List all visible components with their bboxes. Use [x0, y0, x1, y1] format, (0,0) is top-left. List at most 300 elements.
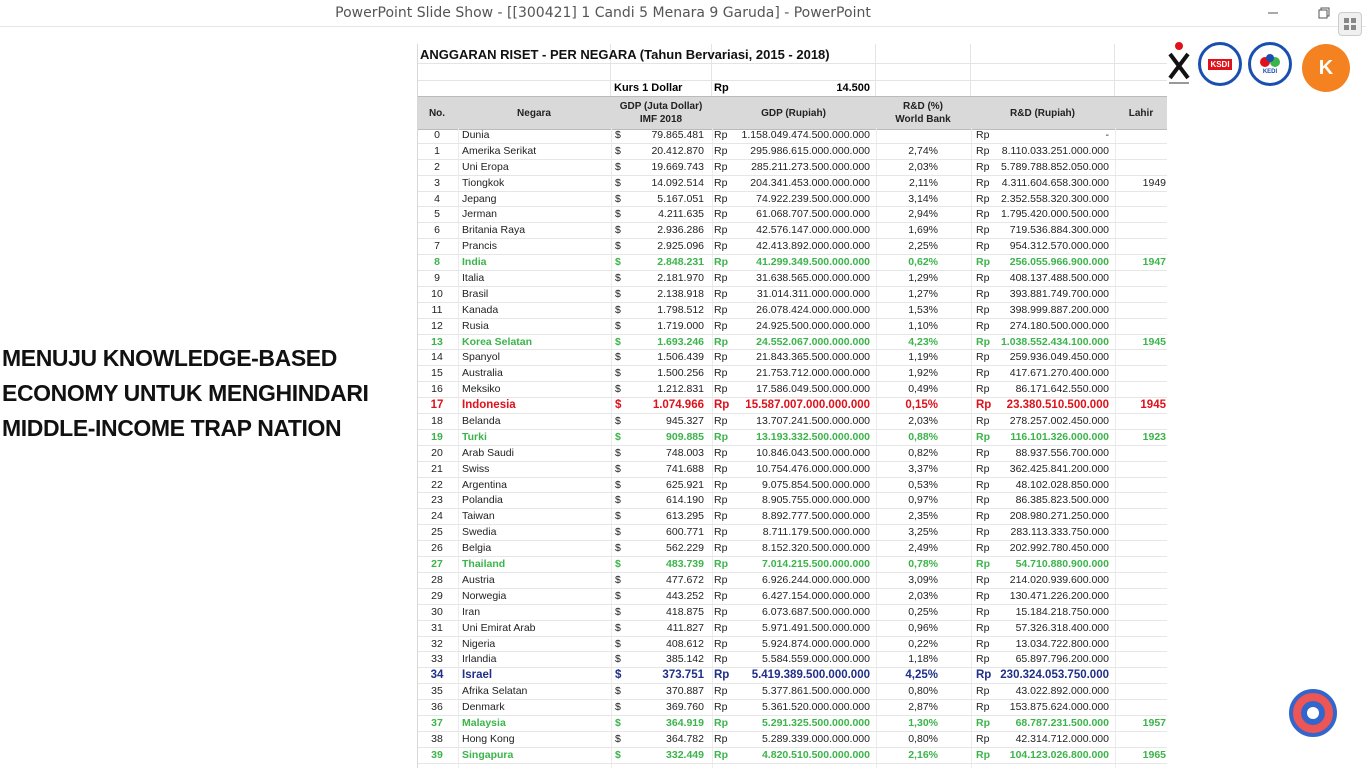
table-row	[418, 160, 1167, 176]
row-usd-symbol: $	[615, 494, 621, 507]
row-rd-rp: 1.795.420.000.500.000	[1000, 208, 1109, 221]
row-gdp-rp: 24.552.067.000.000.000	[756, 335, 870, 348]
exchange-rate-value: 14.500	[836, 82, 870, 94]
row-country: Australia	[462, 367, 503, 380]
row-rd-rp-symbol: Rp	[976, 589, 990, 602]
row-rd-rp: 719.536.884.300.000	[1009, 224, 1109, 237]
row-usd-symbol: $	[615, 240, 621, 253]
table-row	[418, 462, 1167, 478]
row-no: 0	[434, 129, 440, 141]
row-no: 27	[431, 558, 443, 571]
ksdi-logo-text: KSDI	[1210, 59, 1230, 69]
row-country: Brasil	[462, 287, 489, 300]
row-rd-rp: 104.123.026.800.000	[1009, 748, 1109, 761]
row-no: 28	[431, 573, 443, 586]
row-country: Arab Saudi	[462, 446, 514, 459]
row-rd-rp-symbol: Rp	[976, 732, 990, 745]
row-gdp-rp: 42.413.892.000.000.000	[756, 240, 870, 253]
row-no: 35	[431, 685, 443, 698]
row-gdp-usd: 364.919	[666, 716, 704, 729]
row-rd-rp-symbol: Rp	[976, 621, 990, 634]
row-no: 3	[434, 176, 440, 189]
row-usd-symbol: $	[615, 176, 621, 189]
row-rd-pct: 3,25%	[908, 526, 938, 539]
row-rd-rp: 43.022.892.000.000	[1015, 685, 1109, 698]
row-rd-rp-symbol: Rp	[976, 399, 992, 412]
row-rp-symbol: Rp	[714, 558, 728, 571]
row-usd-symbol: $	[615, 192, 621, 205]
row-rd-rp: 13.034.722.800.000	[1015, 637, 1109, 650]
row-usd-symbol: $	[615, 732, 621, 745]
row-country: Thailand	[462, 558, 506, 571]
row-rp-symbol: Rp	[714, 319, 728, 332]
row-rp-symbol: Rp	[714, 224, 728, 237]
table-row	[418, 414, 1167, 430]
row-country: Prancis	[462, 240, 498, 253]
row-rd-pct: 0,53%	[908, 478, 938, 491]
row-usd-symbol: $	[615, 716, 621, 729]
row-no: 39	[431, 748, 443, 761]
row-rp-symbol: Rp	[714, 367, 728, 380]
row-rp-symbol: Rp	[714, 716, 728, 729]
row-rp-symbol: Rp	[714, 701, 728, 714]
row-usd-symbol: $	[615, 605, 621, 618]
row-no: 26	[431, 542, 443, 555]
table-row	[418, 128, 1167, 144]
row-rd-rp: 214.020.939.600.000	[1009, 573, 1109, 586]
row-rd-rp-symbol: Rp	[976, 748, 990, 761]
row-rd-pct: 2,16%	[908, 748, 938, 761]
row-country: India	[462, 256, 487, 269]
row-gdp-rp: 7.014.215.500.000.000	[761, 558, 870, 571]
row-rd-pct: 0,49%	[908, 383, 938, 396]
row-no: 38	[431, 732, 443, 745]
table-title: ANGGARAN RISET - PER NEGARA (Tahun Bervariasi, 2015 - 2018)	[420, 47, 830, 62]
row-rd-rp-symbol: Rp	[976, 716, 990, 729]
row-rd-pct: 1,29%	[908, 272, 938, 285]
slide-heading	[2, 341, 369, 446]
row-rd-rp: 208.980.271.250.000	[1009, 510, 1109, 523]
row-no: 21	[431, 462, 443, 475]
table-header	[418, 96, 1167, 130]
row-rd-rp: 8.110.033.251.000.000	[1001, 144, 1109, 157]
row-country: Korea Selatan	[462, 335, 533, 348]
row-gdp-usd: 2.138.918	[657, 287, 704, 300]
row-rd-rp: 362.425.841.200.000	[1009, 462, 1109, 475]
row-rd-pct: 4,23%	[908, 335, 938, 348]
row-rd-rp-symbol: Rp	[976, 367, 990, 380]
row-no: 10	[431, 287, 443, 300]
row-gdp-rp: 21.843.365.500.000.000	[756, 351, 870, 364]
row-rd-pct: 0,78%	[908, 558, 938, 571]
row-gdp-rp: 5.971.491.500.000.000	[761, 621, 870, 634]
research-budget-table	[417, 44, 1167, 768]
row-rp-symbol: Rp	[714, 605, 728, 618]
row-gdp-rp: 8.152.320.500.000.000	[761, 542, 870, 555]
row-country: Swedia	[462, 526, 497, 539]
header-rd-rp: R&D (Rupiah)	[1010, 107, 1075, 119]
ksdi-logo	[1198, 42, 1242, 86]
row-rd-rp: 86.171.642.550.000	[1015, 383, 1109, 396]
table-row	[418, 176, 1167, 192]
table-row	[418, 509, 1167, 525]
row-rd-rp-symbol: Rp	[976, 303, 990, 316]
row-gdp-rp: 15.587.007.000.000.000	[745, 399, 870, 412]
row-rd-pct: 1,69%	[908, 224, 938, 237]
row-rd-rp-symbol: Rp	[976, 462, 990, 475]
row-gdp-usd: 1.719.000	[657, 319, 704, 332]
row-usd-symbol: $	[615, 256, 621, 269]
row-rd-rp-symbol: Rp	[976, 701, 990, 714]
row-rd-pct: 0,88%	[908, 430, 938, 443]
row-usd-symbol: $	[615, 399, 622, 412]
row-no: 23	[431, 494, 443, 507]
table-row	[418, 637, 1167, 653]
row-rd-pct: 0,96%	[908, 621, 938, 634]
row-gdp-rp: 5.361.520.000.000.000	[761, 701, 870, 714]
row-no: 25	[431, 526, 443, 539]
row-rd-rp-symbol: Rp	[976, 446, 990, 459]
header-year: Lahir	[1128, 107, 1154, 119]
presenter-menu-icon[interactable]	[1338, 12, 1362, 36]
row-gdp-rp: 24.925.500.000.000.000	[756, 319, 870, 332]
row-rp-symbol: Rp	[714, 303, 728, 316]
k-logo-text: K	[1318, 56, 1334, 79]
header-rd-pct-line2: World Bank	[895, 114, 951, 125]
row-country: Indonesia	[462, 399, 516, 412]
header-gdp-usd	[611, 97, 711, 129]
row-gdp-usd: 369.760	[666, 701, 704, 714]
row-usd-symbol: $	[615, 542, 621, 555]
row-gdp-usd: 20.412.870	[651, 144, 704, 157]
header-gdp-rp: GDP (Rupiah)	[761, 107, 826, 119]
row-gdp-rp: 8.892.777.500.000.000	[761, 510, 870, 523]
row-country: Uni Emirat Arab	[462, 621, 536, 634]
row-rp-symbol: Rp	[714, 287, 728, 300]
row-country: Amerika Serikat	[462, 144, 537, 157]
row-rp-symbol: Rp	[714, 351, 728, 364]
row-gdp-rp: 5.584.559.000.000.000	[761, 653, 870, 666]
window-titlebar	[0, 0, 1366, 27]
row-gdp-rp: 61.068.707.500.000.000	[756, 208, 870, 221]
row-rd-rp-symbol: Rp	[976, 637, 990, 650]
row-gdp-rp: 6.427.154.000.000.000	[761, 589, 870, 602]
row-usd-symbol: $	[615, 160, 621, 173]
row-usd-symbol: $	[615, 224, 621, 237]
row-no: 33	[431, 653, 443, 666]
row-rd-rp-symbol: Rp	[976, 558, 990, 571]
k-logo	[1302, 44, 1350, 92]
row-rd-rp-symbol: Rp	[976, 430, 990, 443]
row-rd-pct: 0,22%	[908, 637, 938, 650]
row-rp-symbol: Rp	[714, 669, 730, 682]
row-gdp-rp: 6.073.687.500.000.000	[761, 605, 870, 618]
row-no: 8	[434, 256, 440, 269]
row-rd-rp: 42.314.712.000.000	[1015, 732, 1109, 745]
row-no: 16	[431, 383, 443, 396]
row-country: Belgia	[462, 542, 492, 555]
row-no: 1	[434, 144, 440, 157]
table-row	[418, 732, 1167, 748]
row-gdp-rp: 31.014.311.000.000.000	[756, 287, 870, 300]
table-row	[418, 223, 1167, 239]
row-rd-pct: 2,74%	[908, 144, 938, 157]
row-gdp-usd: 373.751	[662, 669, 704, 682]
row-rp-symbol: Rp	[714, 732, 728, 745]
row-gdp-rp: 74.922.239.500.000.000	[756, 192, 870, 205]
row-year: 1945	[1142, 335, 1166, 348]
row-gdp-rp: 5.419.389.500.000.000	[751, 669, 870, 682]
row-rp-symbol: Rp	[714, 685, 728, 698]
row-usd-symbol: $	[615, 685, 621, 698]
row-usd-symbol: $	[615, 589, 621, 602]
row-rd-pct: 0,15%	[905, 399, 938, 412]
row-usd-symbol: $	[615, 367, 621, 380]
row-no: 30	[431, 605, 443, 618]
row-rp-symbol: Rp	[714, 637, 728, 650]
restore-icon[interactable]	[1313, 3, 1335, 23]
row-gdp-rp: 295.986.615.000.000.000	[750, 144, 870, 157]
row-year: 1945	[1140, 399, 1166, 412]
row-rd-rp: 274.180.500.000.000	[1009, 319, 1109, 332]
header-gdp-usd-line2: IMF 2018	[639, 114, 683, 125]
row-no: 11	[431, 303, 443, 316]
table-row	[418, 478, 1167, 494]
row-gdp-usd: 79.865.481	[651, 129, 704, 141]
row-country: Meksiko	[462, 383, 501, 396]
row-rd-pct: 1,30%	[908, 716, 938, 729]
table-row	[418, 207, 1167, 223]
row-no: 2	[434, 160, 440, 173]
row-rd-rp-symbol: Rp	[976, 573, 990, 586]
row-no: 14	[431, 351, 443, 364]
table-row	[418, 350, 1167, 366]
row-rd-rp: 54.710.880.900.000	[1015, 558, 1109, 571]
row-rp-symbol: Rp	[714, 415, 728, 428]
row-usd-symbol: $	[615, 208, 621, 221]
row-rd-rp-symbol: Rp	[976, 510, 990, 523]
row-country: Afrika Selatan	[462, 685, 528, 698]
row-gdp-rp: 13.707.241.500.000.000	[756, 415, 870, 428]
row-gdp-usd: 1.074.966	[652, 399, 704, 412]
row-usd-symbol: $	[615, 637, 621, 650]
row-rd-pct: 2,35%	[908, 510, 938, 523]
row-gdp-usd: 411.827	[666, 621, 704, 634]
row-rd-pct: 1,53%	[908, 303, 938, 316]
row-usd-symbol: $	[615, 748, 621, 761]
row-gdp-usd: 332.449	[666, 748, 704, 761]
row-gdp-usd: 483.739	[666, 558, 704, 571]
row-rd-rp-symbol: Rp	[976, 415, 990, 428]
row-rp-symbol: Rp	[714, 462, 728, 475]
table-row	[418, 557, 1167, 573]
table-row	[418, 541, 1167, 557]
row-rd-pct: 2,03%	[908, 415, 938, 428]
row-rd-rp-symbol: Rp	[976, 287, 990, 300]
row-no: 13	[431, 335, 443, 348]
row-rd-rp: 230.324.053.750.000	[1000, 669, 1109, 682]
row-rd-rp: 65.897.796.200.000	[1015, 653, 1109, 666]
row-usd-symbol: $	[615, 669, 622, 682]
row-rd-rp-symbol: Rp	[976, 129, 990, 141]
row-country: Singapura	[462, 748, 514, 761]
row-gdp-usd: 1.693.246	[657, 335, 704, 348]
row-no: 20	[431, 446, 443, 459]
row-rd-rp: 57.326.318.400.000	[1015, 621, 1109, 634]
row-usd-symbol: $	[615, 462, 621, 475]
row-gdp-rp: 41.299.349.500.000.000	[756, 256, 870, 269]
row-rp-symbol: Rp	[714, 430, 728, 443]
row-year: 1949	[1142, 176, 1166, 189]
row-rd-rp: 283.113.333.750.000	[1010, 526, 1109, 539]
row-country: Italia	[462, 272, 485, 285]
row-gdp-usd: 2.936.286	[657, 224, 704, 237]
row-rd-pct: 3,09%	[908, 573, 938, 586]
row-rd-rp: 15.184.218.750.000	[1015, 605, 1109, 618]
row-no: 12	[431, 319, 443, 332]
row-gdp-usd: 4.211.635	[658, 208, 704, 221]
row-rd-pct: 2,87%	[908, 701, 938, 714]
row-gdp-rp: 17.586.049.500.000.000	[756, 383, 870, 396]
row-gdp-usd: 2.925.096	[657, 240, 704, 253]
row-country: Denmark	[462, 701, 505, 714]
row-gdp-rp: 5.291.325.500.000.000	[761, 716, 870, 729]
table-row	[418, 684, 1167, 700]
exchange-rate-label: Kurs 1 Dollar	[614, 82, 683, 94]
table-row	[418, 621, 1167, 637]
row-rp-symbol: Rp	[714, 446, 728, 459]
row-gdp-usd: 945.327	[666, 415, 704, 428]
row-no: 29	[431, 589, 443, 602]
row-gdp-usd: 613.295	[666, 510, 704, 523]
row-gdp-usd: 2.181.970	[657, 272, 704, 285]
row-usd-symbol: $	[615, 335, 621, 348]
row-rp-symbol: Rp	[714, 526, 728, 539]
row-gdp-usd: 2.848.231	[657, 256, 704, 269]
row-country: Britania Raya	[462, 224, 526, 237]
table-row	[418, 319, 1167, 335]
row-gdp-rp: 26.078.424.000.000.000	[756, 303, 870, 316]
row-usd-symbol: $	[615, 351, 621, 364]
row-no: 34	[430, 669, 444, 682]
row-no: 31	[431, 621, 443, 634]
row-gdp-usd: 408.612	[666, 637, 704, 650]
row-gdp-usd: 364.782	[666, 732, 704, 745]
table-body	[418, 128, 1167, 764]
row-usd-symbol: $	[615, 573, 621, 586]
row-no: 6	[434, 224, 440, 237]
table-row	[418, 144, 1167, 160]
minimize-icon[interactable]	[1262, 3, 1284, 23]
row-gdp-rp: 5.289.339.000.000.000	[761, 732, 870, 745]
row-rd-rp: 202.992.780.450.000	[1009, 542, 1109, 555]
row-gdp-rp: 10.754.476.000.000.000	[756, 462, 870, 475]
heading-line-3: MIDDLE-INCOME TRAP NATION	[2, 415, 342, 441]
row-country: Norwegia	[462, 589, 507, 602]
row-no: 22	[431, 478, 443, 491]
row-rd-rp: 954.312.570.000.000	[1009, 240, 1109, 253]
row-rp-symbol: Rp	[714, 510, 728, 523]
row-no: 32	[431, 637, 443, 650]
row-gdp-usd: 418.875	[666, 605, 704, 618]
table-row	[418, 192, 1167, 208]
header-gdp-usd-line1: GDP (Juta Dollar)	[619, 101, 703, 112]
row-country: Uni Eropa	[462, 160, 509, 173]
row-gdp-usd: 385.142	[666, 653, 704, 666]
row-rp-symbol: Rp	[714, 494, 728, 507]
row-usd-symbol: $	[615, 701, 621, 714]
row-country: Spanyol	[462, 351, 500, 364]
row-rd-pct: 0,82%	[908, 446, 938, 459]
row-rd-rp: -	[1105, 129, 1109, 141]
row-gdp-usd: 14.092.514	[651, 176, 704, 189]
row-no: 4	[434, 192, 440, 205]
row-rd-rp: 68.787.231.500.000	[1015, 716, 1109, 729]
row-no: 19	[431, 430, 443, 443]
row-rd-pct: 2,25%	[908, 240, 938, 253]
row-gdp-usd: 1.212.831	[657, 383, 704, 396]
row-rp-symbol: Rp	[714, 383, 728, 396]
row-rp-symbol: Rp	[714, 589, 728, 602]
row-rp-symbol: Rp	[714, 192, 728, 205]
row-country: Irlandia	[462, 653, 497, 666]
row-gdp-usd: 1.798.512	[657, 303, 704, 316]
row-usd-symbol: $	[615, 287, 621, 300]
header-rd-pct	[876, 97, 970, 129]
row-rd-rp-symbol: Rp	[976, 224, 990, 237]
table-row	[418, 748, 1167, 764]
row-gdp-usd: 19.669.743	[651, 160, 704, 173]
row-usd-symbol: $	[615, 383, 621, 396]
row-country: Nigeria	[462, 637, 496, 650]
header-rd-pct-line1: R&D (%)	[903, 101, 943, 112]
row-gdp-rp: 42.576.147.000.000.000	[756, 224, 870, 237]
row-gdp-rp: 8.711.179.500.000.000	[762, 526, 870, 539]
row-rd-pct: 2,03%	[908, 589, 938, 602]
row-rp-symbol: Rp	[714, 256, 728, 269]
table-row	[418, 430, 1167, 446]
row-rd-rp-symbol: Rp	[976, 144, 990, 157]
row-gdp-usd: 5.167.051	[657, 192, 704, 205]
row-rd-pct: 2,94%	[908, 208, 938, 221]
row-no: 18	[431, 415, 443, 428]
row-rd-pct: 1,10%	[908, 319, 938, 332]
row-no: 9	[434, 272, 440, 285]
table-row	[418, 652, 1167, 668]
row-rd-rp: 23.380.510.500.000	[1006, 399, 1109, 412]
row-year: 1923	[1142, 430, 1166, 443]
row-rp-symbol: Rp	[714, 573, 728, 586]
header-country: Negara	[517, 107, 551, 119]
row-rd-pct: 1,92%	[908, 367, 938, 380]
row-rd-pct: 0,80%	[908, 732, 938, 745]
kedi-logo	[1248, 42, 1292, 86]
row-country: Polandia	[462, 494, 503, 507]
row-rd-pct: 0,80%	[908, 685, 938, 698]
row-country: Taiwan	[462, 510, 495, 523]
row-rd-rp: 2.352.558.320.300.000	[1000, 192, 1109, 205]
row-gdp-rp: 8.905.755.000.000.000	[761, 494, 870, 507]
row-rd-rp-symbol: Rp	[976, 685, 990, 698]
row-rd-rp: 88.937.556.700.000	[1015, 446, 1109, 459]
table-row	[418, 303, 1167, 319]
row-rp-symbol: Rp	[714, 653, 728, 666]
table-row	[418, 255, 1167, 271]
row-rd-rp: 398.999.887.200.000	[1009, 303, 1109, 316]
row-no: 24	[431, 510, 443, 523]
row-country: Swiss	[462, 462, 490, 475]
row-usd-symbol: $	[615, 558, 621, 571]
